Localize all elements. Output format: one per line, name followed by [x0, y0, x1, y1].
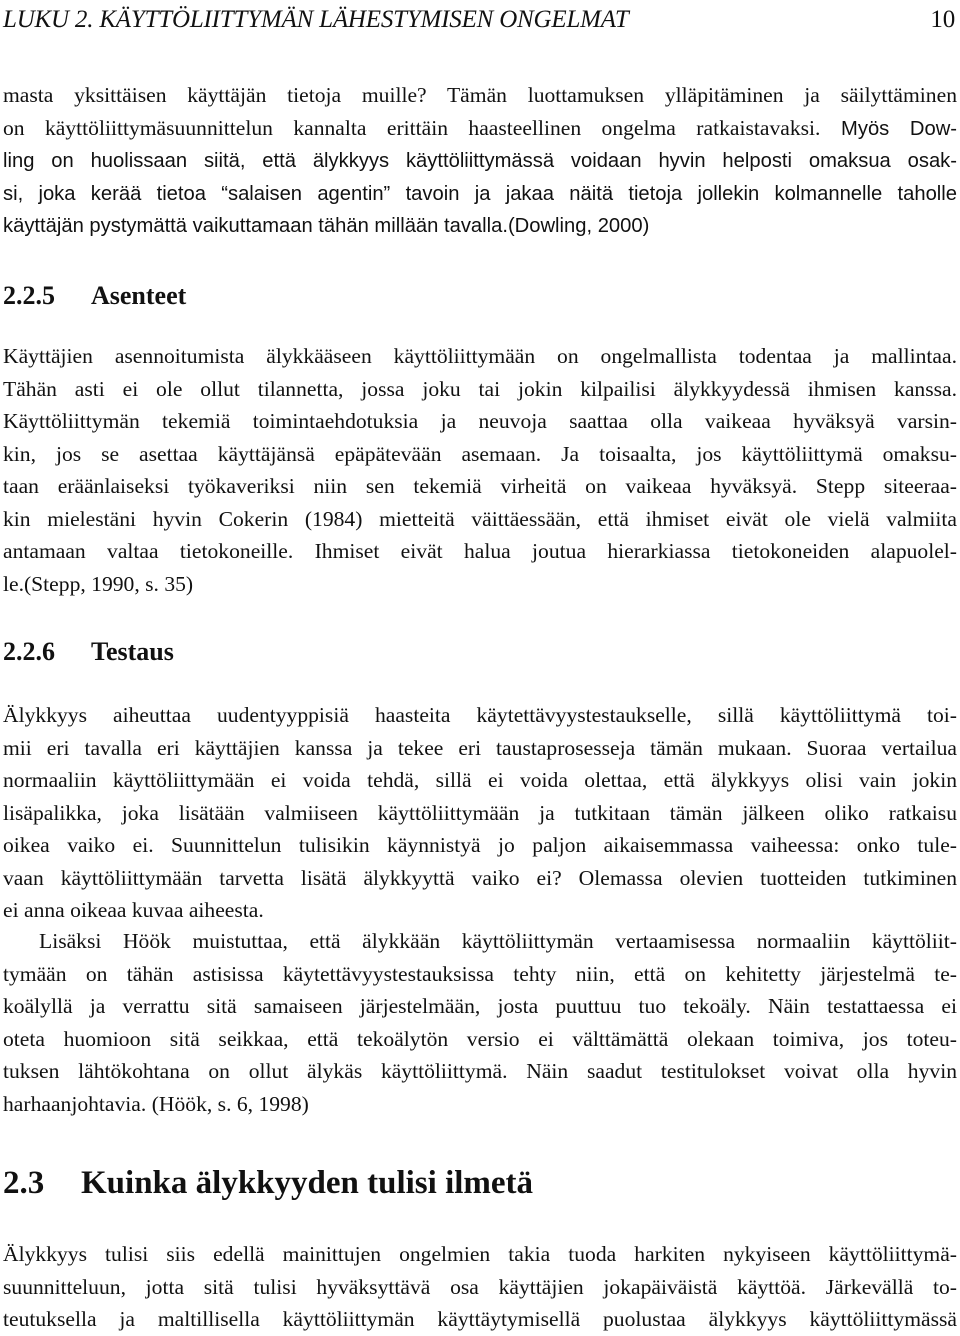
- text-line: ling on huolissaan siitä, että älykkyys käyttöliittymässä voidaan hyvin helposti omaksua osak-: [3, 150, 957, 172]
- text-line: si, joka kerää tietoa “salaisen agentin” tavoin ja jakaa näitä tietoja jollekin kolmannelle taholle: [3, 182, 957, 205]
- text-line: harhaanjohtavia. (Höök, s. 6, 1998): [3, 1091, 309, 1116]
- section-title: Kuinka älykkyyden tulisi ilmetä: [81, 1165, 534, 1201]
- text-line: masta yksittäisen käyttäjän tietoja muille? Tämän luottamuksen ylläpitäminen ja säilyttäminen: [3, 83, 957, 107]
- text-line: Tähän asti ei ole ollut tilannetta, jossa joku tai jokin kilpailisi älykkyydessä ihmisen kanssa.: [3, 376, 957, 401]
- text-line: käyttäjän pystymättä vaikuttamaan tähän millään tavalla.(Dowling, 2000): [3, 215, 650, 237]
- text-line: vaan käyttöliittymään tarvetta lisätä älykkyyttä vaiko ei? Olemassa olevien tuotteiden tutkiminen: [3, 865, 957, 890]
- text-line: oikea vaiko ei. Suunnittelun tulisikin käynnistyä jo paljon aikaisemmassa vaiheessa: onko tule-: [3, 833, 957, 857]
- paragraph-intelligence: [3, 1238, 957, 1336]
- text-line: oteta huomioon sitä seikkaa, että tekoälytön versio ei välttämättä olekaan toimiva, jos toteu-: [3, 1026, 957, 1051]
- text-line: ei anna oikeaa kuvaa aiheesta.: [3, 898, 264, 922]
- text-line: suunnitteluun, jotta sitä tulisi hyväksyttävä osa käyttäjien jokapäiväistä käyttöä. Järkevällä to-: [3, 1274, 957, 1299]
- text-line: tuksen lähtökohtana on ollut älykäs käyttöliittymä. Näin saadut testitulokset voivat olla hyvin: [3, 1059, 957, 1083]
- paragraph-attitudes: [3, 340, 957, 600]
- section-heading-testaus: [3, 636, 174, 668]
- section-title: Testaus: [91, 637, 174, 666]
- text-line: taan eräänlaiseksi työkaveriksi niin sen tekemiä virheitä on vaikeaa hyväksyä. Stepp siteeraa-: [3, 474, 957, 498]
- text-line: Älykkyys aiheuttaa uudentyyppisiä haasteita käytettävyystestaukselle, sillä käyttöliittymä toi-: [3, 703, 957, 727]
- text-line: antamaan valtaa tietokoneille. Ihmiset eivät halua joutua hierarkiassa tietokoneiden alapuolel-: [3, 539, 957, 563]
- text-line: teutuksella ja maltillisella käyttöliittymän käyttäytymisellä puolustaa älykkyys käyttöliittymässä: [3, 1307, 957, 1331]
- text-span-sans: Myös Dow-: [820, 117, 957, 140]
- text-line: kin mielestäni hyvin Cokerin (1984) mietteitä väittäessään, että ihmiset eivät ole vielä valmiita: [3, 506, 957, 531]
- text-line: koälyllä ja verrattu sitä samaiseen järjestelmään, josta puuttuu tuo tekoäly. Näin testattaessa ei: [3, 994, 957, 1018]
- text-line: Älykkyys tulisi siis edellä mainittujen ongelmien takia tuoda harkiten nykyiseen käyttöliittymä-: [3, 1242, 957, 1266]
- section-title: Asenteet: [91, 281, 187, 310]
- paragraph-hook: [3, 925, 957, 1120]
- section-heading-kuinka: [3, 1163, 533, 1203]
- text-span: on käyttöliittymäsuunnittelun kannalta erittäin haasteellinen ongelma ratkaistavaksi.: [3, 115, 821, 140]
- page-number: 10: [930, 6, 955, 33]
- running-header: [3, 5, 957, 35]
- text-line: Lisäksi Höök muistuttaa, että älykkään käyttöliittymän vertaamisessa normaaliin käyttöliit-: [39, 929, 957, 953]
- text-line: lisäpalikka, joka lisätään valmiiseen käyttöliittymään ja tutkitaan tämän jälkeen oliko ratkaisu: [3, 800, 957, 825]
- text-line: [3, 112, 957, 146]
- text-line: Käyttäjien asennoitumista älykkääseen käyttöliittymään on ongelmallista todentaa ja mallintaa.: [3, 344, 957, 368]
- section-heading-asenteet: [3, 280, 186, 312]
- chapter-title: LUKU 2. KÄYTTÖLIITTYMÄN LÄHESTYMISEN ONGELMAT: [3, 6, 629, 33]
- section-number: 2.2.6: [3, 637, 55, 666]
- text-line: Käyttöliittymän tekemiä toimintaehdotuksia ja neuvoja saattaa olla vaikeaa hyväksyä varsin-: [3, 409, 957, 433]
- paragraph-testing: [3, 699, 957, 927]
- text-line: tymään on tähän astisissa käytettävyystestauksissa tehty niin, että on kehitetty järjestelmä te-: [3, 961, 957, 986]
- text-line: le.(Stepp, 1990, s. 35): [3, 571, 194, 596]
- text-line: kin, jos se asettaa käyttäjänsä epäpätevään asemaan. Ja toisaalta, jos käyttöliittymä omaksu-: [3, 441, 957, 466]
- text-line: normaaliin käyttöliittymään ei voida tehdä, sillä ei voida olettaa, että älykkyys olisi vain jokin: [3, 768, 957, 792]
- section-number: 2.2.5: [3, 281, 55, 310]
- section-number: 2.3: [3, 1165, 45, 1201]
- paragraph-privacy: [3, 79, 957, 243]
- text-line: mii eri tavalla eri käyttäjien kanssa ja tekee eri taustaprosesseja tämän mukaan. Suoraa vertailua: [3, 735, 957, 760]
